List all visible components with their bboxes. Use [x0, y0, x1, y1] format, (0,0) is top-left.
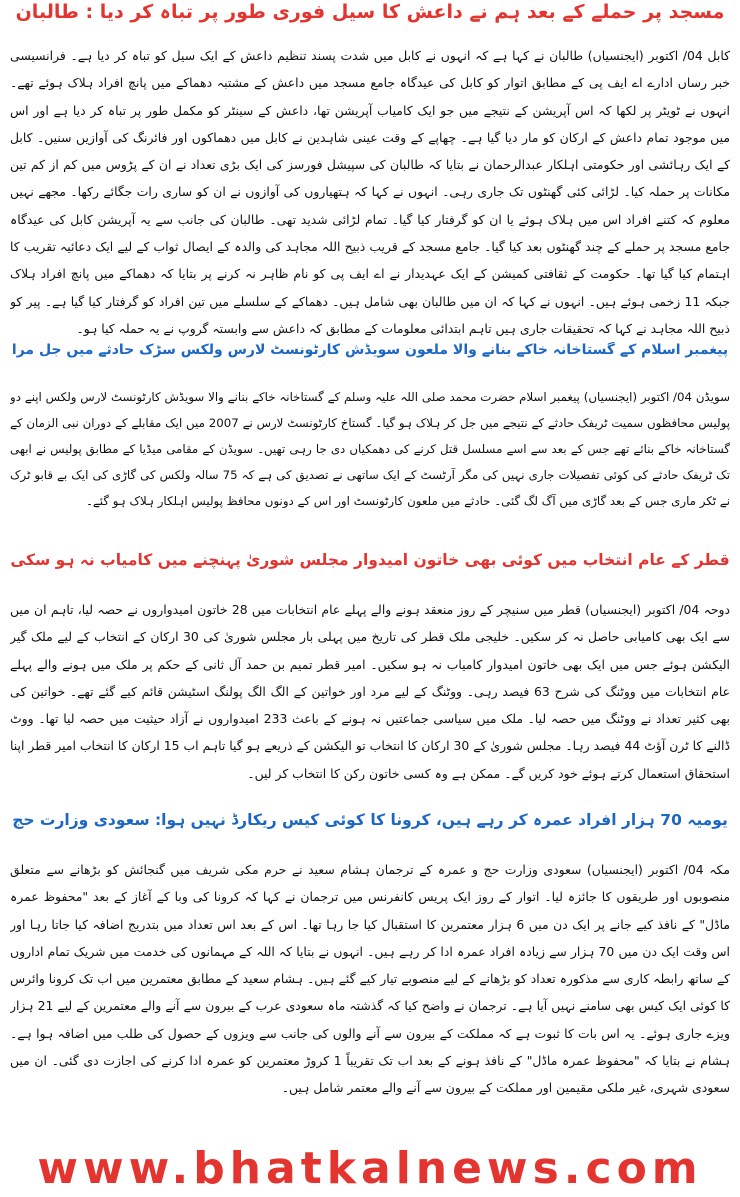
headline-swedish-cartoonist: پیغمبر اسلام کے گستاخانہ خاکے بنانے والا ملعون سویڈش کارٹونسٹ لارس ولکس سڑک حادثے میں جل مرا — [11, 342, 729, 358]
article-body-swedish-cartoonist: سویڈن 04/ اکتوبر (ایجنسیاں) پیغمبر اسلام حضرت محمد صلی اللہ علیہ وسلم کے گستاخانہ خاکے بنانے والا سویڈش کارٹونسٹ لارس ولکس اپنے دو پولیس محافظوں سمیت ٹریفک حادثے کے نتیجے میں جل کر ہلاک ہو گیا۔ گستاخ کارٹونسٹ لارس نے 2007 میں ایک مقابلے کے دوران نبی الزمان کے گستاخانہ خاکے بنائے تھے جس کے بعد سے اسے مسلسل قتل کرنے کی دھمکیاں دی جا رہی تھیں۔ سویڈن کے مقامی میڈیا کے مطابق پولیس نے ابھی تک ٹریفک حادثے کی کوئی تفصیلات جاری نہیں کی مگر آرٹسٹ کے ایک ساتھی نے تصدیق کی ہے کہ 75 سالہ ولکس کی گاڑی کی ایک بے قابو ٹرک نے ٹکر ماری جس کے بعد گاڑی میں آگ لگ گئی۔ حادثے میں ملعون کارٹونسٹ اور اس کے دونوں محافظ پولیس اہلکار ہلاک ہو گئے۔ — [10, 390, 730, 509]
headline-saudi-umrah: یومیہ 70 ہزار افراد عمرہ کر رہے ہیں، کرونا کا کوئی کیس ریکارڈ نہیں ہوا: سعودی وزارت حج — [12, 812, 728, 829]
article-body-qatar-election: دوحہ 04/ اکتوبر (ایجنسیاں) قطر میں سنیچر کے روز منعقد ہونے والے پہلے عام انتخابات میں 28 خاتون امیدواروں نے حصہ لیا، تاہم ان میں سے ایک بھی کامیابی حاصل نہ کر سکیں۔ خلیجی ملک قطر کی تاریخ میں پہلی بار مجلس شوریٰ کی 30 ارکان کے انتخاب کے لیے ملک گیر الیکشن ہوئے جس میں ایک بھی خاتون امیدوار کامیاب نہ ہو سکیں۔ امیر قطر تمیم بن حمد آل ثانی کے حکم پر ملک میں ہونے والے پہلے عام انتخابات میں ووٹنگ کی شرح 63 فیصد رہی۔ ووٹنگ کے لیے مرد اور خواتین کے الگ الگ پولنگ اسٹیشن قائم کیے گئے تھے۔ خواتین کی بھی کثیر تعداد نے ووٹنگ میں حصہ لیا۔ ملک میں سیاسی جماعتیں نہ ہونے کے باعث 233 امیدواروں نے آزاد حیثیت میں حصہ لیا تھا۔ ووٹ ڈالنے کا ٹرن آؤٹ 44 فیصد رہا۔ مجلس شوریٰ کے 30 ارکان کا انتخاب تو الیکشن کے ذریعے ہو گیا تاہم اب 15 ارکان کا انتخاب امیر قطر اپنا استحقاق استعمال کرتے ہوئے خود کریں گے۔ ممکن ہے وہ کسی خاتون رکن کا انتخاب کر لیں۔ — [10, 602, 730, 781]
article-body-saudi-umrah: مکہ 04/ اکتوبر (ایجنسیاں) سعودی وزارت حج و عمرہ کے ترجمان ہشام سعید نے حرم مکی شریف میں گنجائش کو بڑھانے سے متعلق منصوبوں اور طریقوں کا جائزہ لیا۔ اتوار کے روز ایک پریس کانفرنس میں ترجمان نے کہا کہ کرونا کی وبا کے آغاز کے بعد "محفوظ عمرہ ماڈل" کے نافذ کیے جانے پر ایک دن میں 6 ہزار معتمرین کا استقبال کیا جا رہا تھا۔ اس کے بعد اس تعداد میں بتدریج اضافہ کیا جاتا رہا اور اس وقت ایک دن میں 70 ہزار سے زیادہ افراد عمرہ ادا کر رہے ہیں۔ انہوں نے بتایا کہ اللہ کے مہمانوں کی خدمت میں شریک تمام اداروں کے ساتھ رابطہ کاری سے مذکورہ تعداد کو بڑھانے کے لیے منصوبے تیار کیے گئے ہیں۔ ہشام سعید کے مطابق معتمرین میں اب تک کرونا وائرس کا کوئی ایک کیس بھی سامنے نہیں آیا ہے۔ ترجمان نے واضح کیا کہ گذشتہ ماہ سعودی عرب کے بیرون سے آنے والے معتمرین کے لیے 21 ہزار ویزے جاری ہوئے۔ یہ اس بات کا ثبوت ہے کہ مملکت کے بیرون سے آنے والوں کی جانب سے ویزوں کے حصول کی طلب میں اضافہ ہوا ہے۔ ہشام نے بتایا کہ "محفوظ عمرہ ماڈل" کے نافذ ہونے کے بعد اب تک تقریباً 1 کروڑ معتمرین کو عمرہ ادا کرنے کی اجازت دی گئی۔ ان میں سعودی شہری، غیر ملکی مقیمین اور مملکت کے بیرون سے آنے والے معتمر شامل ہیں۔ — [10, 862, 730, 1096]
headline-qatar-election: قطر کے عام انتخاب میں کوئی بھی خاتون امیدوار مجلس شوریٰ پہنچنے میں کامیاب نہ ہو سکی — [10, 552, 730, 569]
headline-taliban-isis: مسجد پر حملے کے بعد ہم نے داعش کا سیل فوری طور پر تباہ کر دیا : طالبان — [15, 2, 725, 23]
footer-website-watermark: www.bhatkalnews.com — [37, 1143, 703, 1194]
article-body-taliban-isis: کابل 04/ اکتوبر (ایجنسیاں) طالبان نے کہا ہے کہ انہوں نے کابل میں شدت پسند تنظیم داعش کے ایک سیل کو تباہ کر دیا ہے۔ فرانسیسی خبر رساں ادارے اے ایف پی کے مطابق اتوار کو کابل کی عیدگاہ جامع مسجد میں داعش کے مشتبہ دھماکے میں پانچ افراد ہلاک ہوئے تھے۔ انہوں نے ٹویٹر پر لکھا کہ اس آپریشن کے نتیجے میں جو ایک کامیاب آپریشن تھا، داعش کے سینٹر کو مکمل طور پر تباہ کر دیا ہے اور اس میں موجود تمام داعش کے ارکان کو مار دیا گیا ہے۔ چھاپے کے وقت عینی شاہدین نے کابل میں دھماکوں اور فائرنگ کی آوازیں سنیں۔ کابل کے ایک رہائشی اور حکومتی اہلکار عبدالرحمان نے بتایا کہ طالبان کی سپیشل فورسز کی ایک بڑی تعداد نے ان کے پڑوس میں کم از کم تین مکانات پر حملہ کیا۔ لڑائی کئی گھنٹوں تک جاری رہی۔ انہوں نے کہا کہ ہتھیاروں کی آوازوں نے ان کو ساری رات جگائے رکھا۔ مجھے نہیں معلوم کہ کتنے افراد اس میں ہلاک ہوئے یا ان کو گرفتار کیا گیا۔ تمام لڑائی شدید تھی۔ طالبان کی جانب سے یہ آپریشن کابل کی عیدگاہ جامع مسجد پر حملے کے چند گھنٹوں بعد کیا گیا۔ جامع مسجد کے قریب ذبیح اللہ مجاہد کی والدہ کے ایصال ثواب کے لیے ایک دعائیہ تقریب کا اہتمام کیا گیا تھا۔ حکومت کے ثقافتی کمیشن کے ایک عہدیدار نے اے ایف پی کو نام ظاہر نہ کرنے پر بتایا کہ دھماکے میں پانچ افراد ہلاک جبکہ 11 زخمی ہوئے ہیں۔ انہوں نے کہا کہ ان میں طالبان بھی شامل ہیں۔ دھماکے کے سلسلے میں تین افراد کو گرفتار کیا گیا ہے۔ پیر کو ذبیح اللہ مجاہد نے کہا کہ تحقیقات جاری ہیں تاہم ابتدائی معلومات کے مطابق کہ داعش سے وابستہ گروپ نے یہ حملہ کیا ہو۔ — [10, 48, 730, 336]
